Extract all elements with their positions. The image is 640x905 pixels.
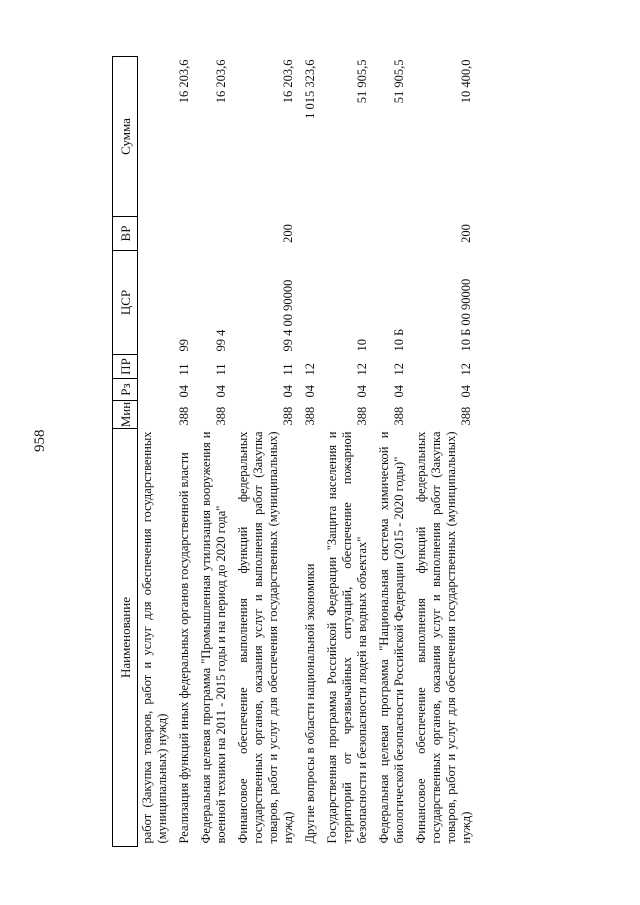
row-pr: 11 <box>281 363 295 376</box>
row-pr: 12 <box>459 363 473 376</box>
row-sum: 16 203,6 <box>214 59 228 104</box>
row-sum: 10 400,0 <box>459 59 473 104</box>
row-rz: 04 <box>177 385 191 398</box>
header-min: Мин <box>113 401 138 429</box>
row-sum: 51 905,5 <box>355 59 369 104</box>
row-min <box>138 401 171 429</box>
row-pr: 11 <box>177 363 191 376</box>
row-sum: 1 015 323,6 <box>303 59 317 119</box>
table-row <box>318 57 370 847</box>
table-row <box>170 57 192 847</box>
row-csr: 99 <box>177 339 191 352</box>
header-sum: Сумма <box>113 57 138 217</box>
row-sum: 16 203,6 <box>177 59 191 104</box>
row-rz: 04 <box>281 385 295 398</box>
row-name: Финансовое обеспечение выполнения функций федеральных государственных органов, оказания услуг и выполнения работ (Закупка товаров, работ и услуг для обеспечения государственных (муниципальных) нужд) <box>236 431 295 844</box>
row-pr: 12 <box>303 363 317 376</box>
table-row <box>192 57 229 847</box>
row-pr: 12 <box>392 363 406 376</box>
table-row <box>229 57 296 847</box>
row-min: 388 <box>281 406 295 426</box>
row-rz: 04 <box>392 385 406 398</box>
row-name: Финансовое обеспечение выполнения функций федеральных государственных органов, оказания услуг и выполнения работ (Закупка товаров, работ и услуг для обеспечения государственных (муниципальных) нужд) <box>414 431 473 844</box>
row-name: Федеральная целевая программа "Промышленная утилизация вооружения и военной техники на 2011 - 2015 годы и на период до 2020 года" <box>199 431 228 844</box>
row-rz: 04 <box>459 385 473 398</box>
header-pr: ПР <box>113 355 138 379</box>
row-csr: 99 4 00 90000 <box>281 279 295 352</box>
row-name: Реализация функций иных федеральных органов государственной власти <box>177 452 191 844</box>
row-csr: 10 Б <box>392 328 406 352</box>
row-min: 388 <box>459 406 473 426</box>
row-vr <box>370 217 407 251</box>
row-min: 388 <box>392 406 406 426</box>
row-sum: 16 203,6 <box>281 59 295 104</box>
header-vr: ВР <box>113 217 138 251</box>
row-rz: 04 <box>355 385 369 398</box>
row-vr <box>318 217 370 251</box>
row-rz <box>138 379 171 401</box>
row-csr: 10 Б 00 90000 <box>459 278 473 352</box>
page-number: 958 <box>32 429 48 452</box>
row-csr <box>296 251 318 355</box>
header-csr: ЦСР <box>113 251 138 355</box>
row-vr: 200 <box>459 224 473 243</box>
budget-table <box>112 56 474 847</box>
row-vr <box>192 217 229 251</box>
row-name: Другие вопросы в области национальной экономики <box>303 563 317 844</box>
row-name: Государственная программа Российской Федерации "Защита населения и территорий от чрезвычайных ситуаций, обеспечение пожарной безопасности и безопасности людей на водных объектах" <box>325 431 369 844</box>
row-min: 388 <box>355 406 369 426</box>
table-row <box>407 57 474 847</box>
row-pr <box>138 355 171 379</box>
row-sum <box>138 57 171 217</box>
row-name: Федеральная целевая программа "Национальная система химической и биологической безопасности Российской Федерации (2015 - 2020 годы)" <box>377 431 406 844</box>
row-rz: 04 <box>214 385 228 398</box>
row-pr: 11 <box>214 363 228 376</box>
row-sum: 51 905,5 <box>392 59 406 104</box>
row-csr: 10 <box>355 339 369 352</box>
row-min: 388 <box>214 406 228 426</box>
row-name: работ (Закупка товаров, работ и услуг для обеспечения государственных (муниципальных) нужд) <box>140 431 169 844</box>
row-vr <box>170 217 192 251</box>
table-row <box>370 57 407 847</box>
row-vr: 200 <box>281 224 295 243</box>
row-vr <box>138 217 171 251</box>
row-csr <box>138 251 171 355</box>
row-min: 388 <box>303 406 317 426</box>
row-vr <box>296 217 318 251</box>
header-name: Наименование <box>113 429 138 847</box>
row-min: 388 <box>177 406 191 426</box>
row-csr: 99 4 <box>214 329 228 352</box>
table-header-row <box>113 57 138 847</box>
budget-table-page <box>112 57 592 847</box>
table-row <box>296 57 318 847</box>
header-rz: Рз <box>113 379 138 401</box>
row-pr: 12 <box>355 363 369 376</box>
row-rz: 04 <box>303 385 317 398</box>
table-row <box>138 57 171 847</box>
